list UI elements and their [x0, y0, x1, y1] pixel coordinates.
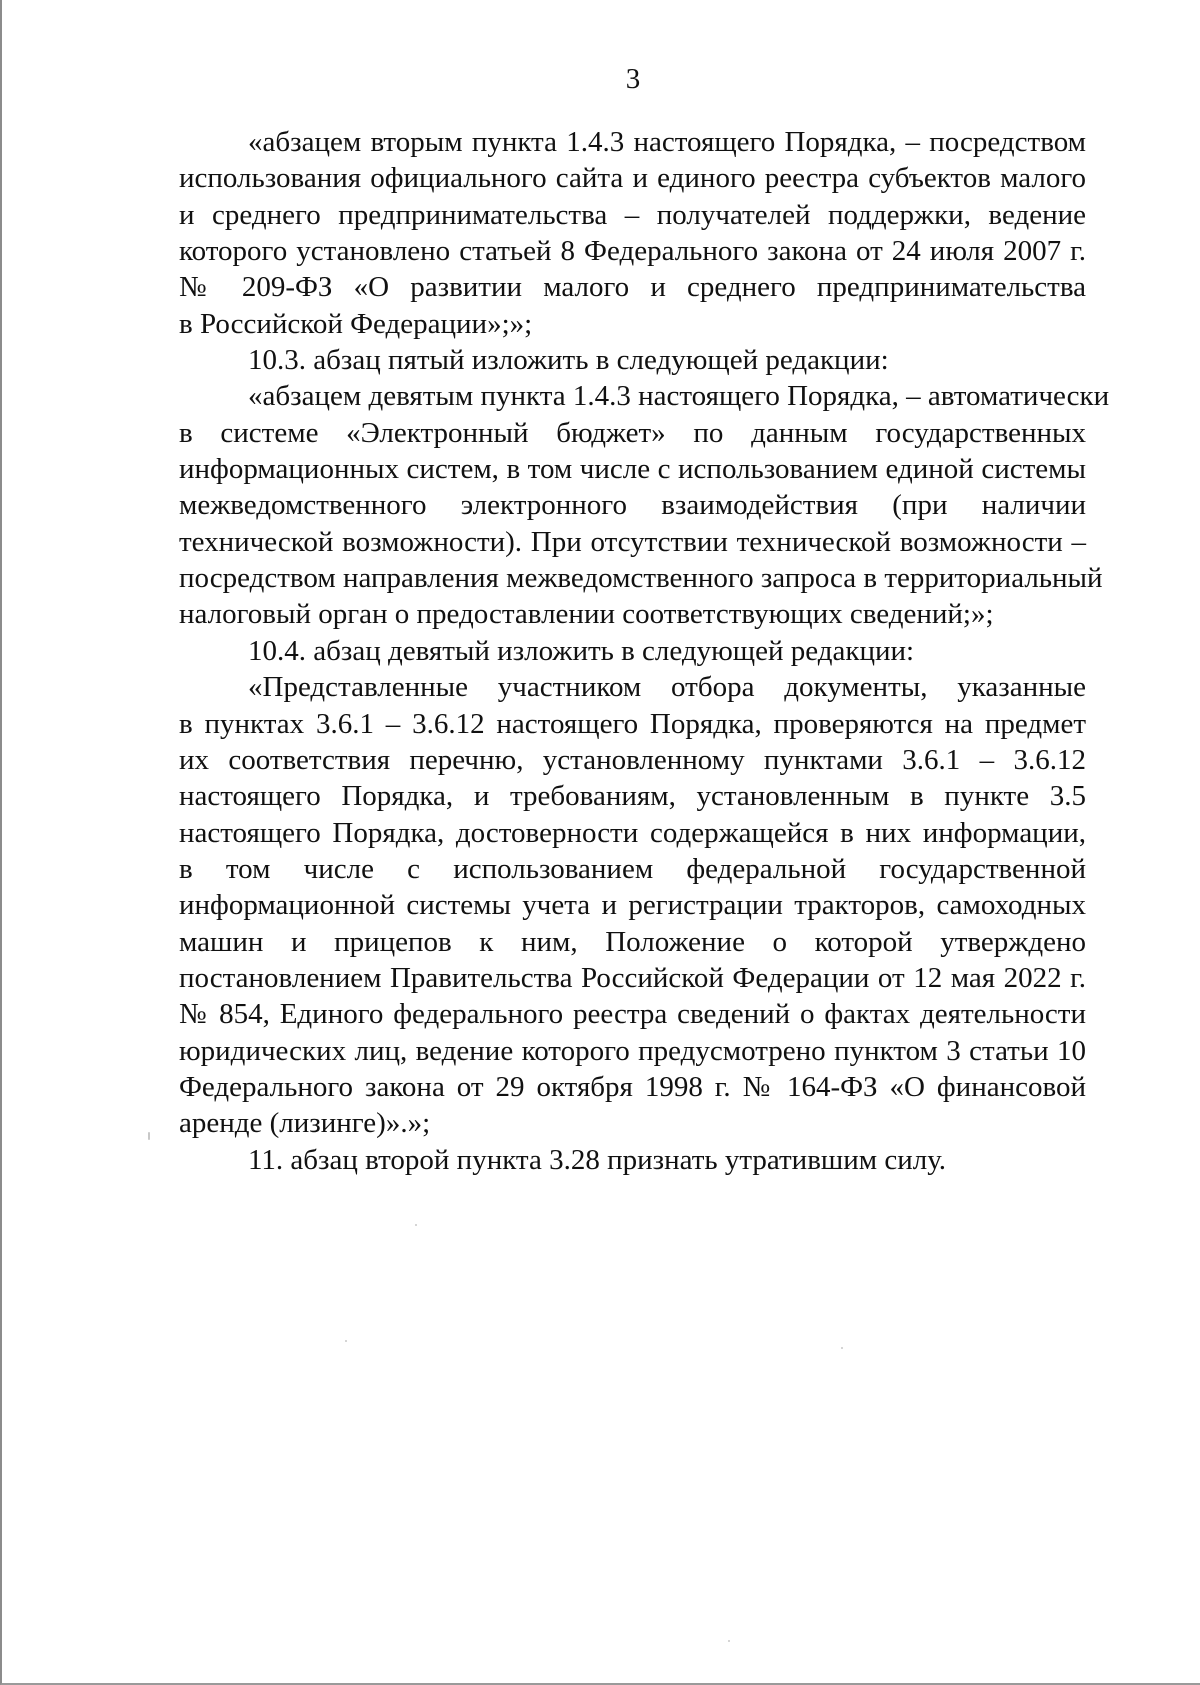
text-line: информационной системы учета и регистрации тракторов, самоходных — [179, 889, 1086, 922]
text-line: № 854, Единого федерального реестра сведений о фактах деятельности — [179, 998, 1086, 1031]
text-line: использования официального сайта и единого реестра субъектов малого — [179, 162, 1086, 195]
text-line: настоящего Порядка, и требованиям, установленным в пункте 3.5 — [179, 780, 1086, 813]
scan-speck — [345, 1340, 347, 1342]
paragraph-quote-documents-check — [179, 669, 1086, 1141]
text-line: 10.3. абзац пятый изложить в следующей редакции: — [248, 344, 889, 377]
text-line: межведомственного электронного взаимодействия (при наличии — [179, 489, 1086, 522]
text-line: постановлением Правительства Российской Федерации от 12 мая 2022 г. — [179, 961, 1086, 994]
text-line: 11. абзац второй пункта 3.28 признать утратившим силу. — [248, 1143, 947, 1176]
paragraph-quote-paragraph-two — [179, 124, 1086, 342]
text-line: № 209-ФЗ «О развитии малого и среднего предпринимательства — [179, 271, 1086, 304]
text-line: «абзацем вторым пункта 1.4.3 настоящего Порядка, – посредством — [248, 126, 1086, 158]
text-line: «абзацем девятым пункта 1.4.3 настоящего Порядка, – автоматически — [248, 380, 1110, 413]
scan-speck — [148, 1132, 150, 1140]
scan-speck — [415, 1224, 417, 1226]
paragraph-quote-paragraph-nine — [179, 378, 1110, 632]
paragraph-item-10-3 — [179, 342, 1086, 378]
text-line: настоящего Порядка, достоверности содержащейся в них информации, — [179, 816, 1086, 849]
text-line: информационных систем, в том числе с использованием единой системы — [179, 453, 1086, 486]
text-line: посредством направления межведомственного запроса в территориальный — [179, 562, 1103, 595]
paragraph-item-11 — [179, 1142, 1086, 1178]
text-line: аренде (лизинге)».»; — [179, 1107, 431, 1140]
text-line: которого установлено статьей 8 Федерального закона от 24 июля 2007 г. — [179, 235, 1086, 268]
document-body — [179, 124, 1110, 1178]
paragraph-item-10-4 — [179, 633, 1086, 669]
page-number: 3 — [625, 63, 641, 95]
scan-speck — [728, 1640, 730, 1642]
text-line: в системе «Электронный бюджет» по данным государственных — [179, 416, 1086, 449]
text-line: налоговый орган о предоставлении соответствующих сведений;»; — [179, 598, 994, 631]
text-line: 10.4. абзац девятый изложить в следующей редакции: — [248, 634, 915, 667]
scan-speck — [841, 1347, 843, 1349]
text-line: юридических лиц, ведение которого предусмотрено пунктом 3 статьи 10 — [179, 1034, 1086, 1067]
text-line: в том числе с использованием федеральной государственной — [179, 852, 1086, 885]
text-line: их соответствия перечню, установленному пунктами 3.6.1 – 3.6.12 — [179, 743, 1086, 776]
text-line: в Российской Федерации»;»; — [179, 307, 533, 340]
text-line: Федерального закона от 29 октября 1998 г. № 164-ФЗ «О финансовой — [179, 1070, 1086, 1103]
text-line: в пунктах 3.6.1 – 3.6.12 настоящего Порядка, проверяются на предмет — [179, 707, 1086, 740]
text-line: машин и прицепов к ним, Положение о которой утверждено — [179, 925, 1086, 958]
text-line: и среднего предпринимательства – получателей поддержки, ведение — [179, 198, 1086, 231]
text-line: технической возможности). При отсутствии технической возможности – — [179, 525, 1086, 558]
text-line: «Представленные участником отбора документы, указанные — [248, 671, 1086, 704]
